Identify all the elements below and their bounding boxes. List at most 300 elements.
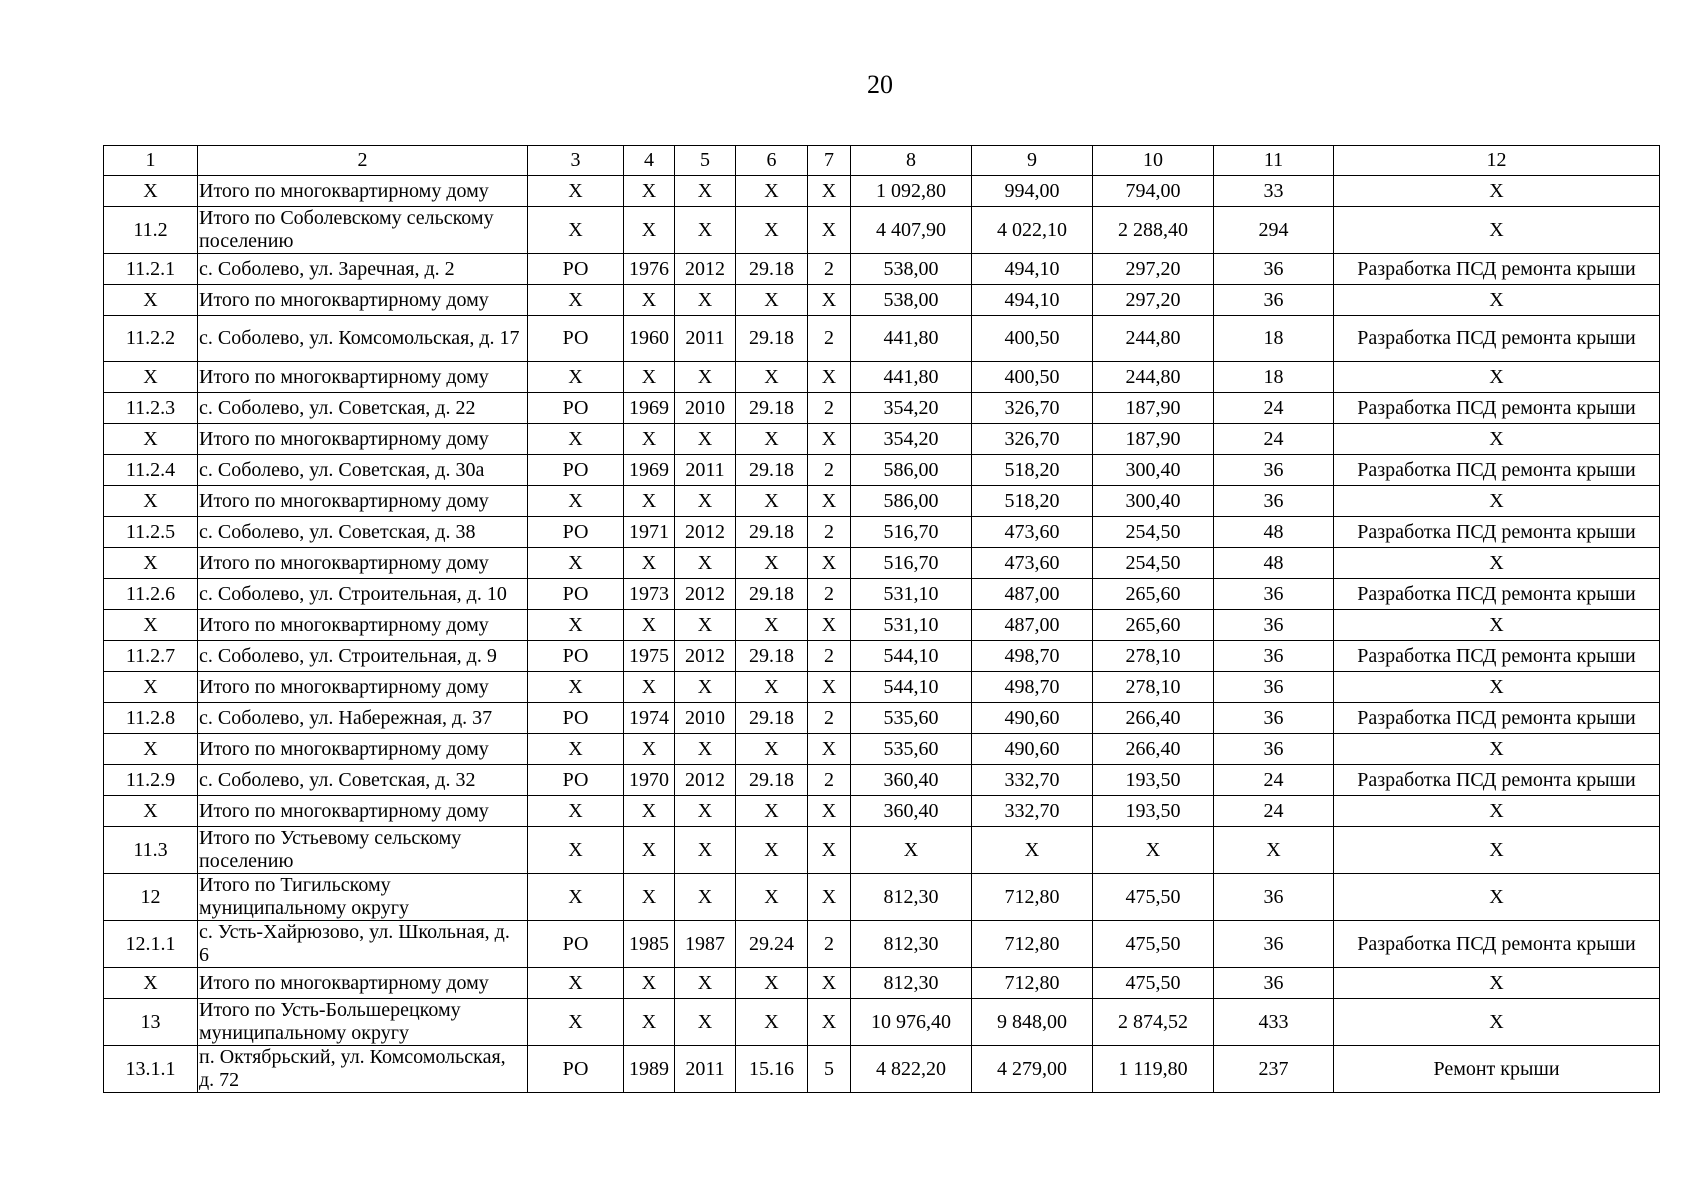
table-cell: 266,40 — [1093, 703, 1214, 734]
table-cell: X — [675, 176, 736, 207]
table-cell: X — [808, 968, 851, 999]
table-cell: 12.1.1 — [104, 921, 198, 968]
table-cell: X — [808, 999, 851, 1046]
table-cell: 2 — [808, 455, 851, 486]
table-cell: 297,20 — [1093, 254, 1214, 285]
table-cell: 1985 — [624, 921, 675, 968]
table-cell: Итого по многоквартирному дому — [198, 285, 528, 316]
table-cell: X — [528, 176, 624, 207]
table-cell: 29.18 — [736, 517, 808, 548]
table-row — [104, 176, 1660, 207]
table-cell: X — [736, 968, 808, 999]
header-cell: 10 — [1093, 146, 1214, 176]
table-row — [104, 285, 1660, 316]
table-cell: X — [736, 734, 808, 765]
table-cell: 516,70 — [851, 548, 972, 579]
table-cell: с. Соболево, ул. Строительная, д. 10 — [198, 579, 528, 610]
table-cell: 2012 — [675, 254, 736, 285]
table-cell: 400,50 — [972, 362, 1093, 393]
table-cell: Итого по многоквартирному дому — [198, 734, 528, 765]
table-cell: 29.18 — [736, 254, 808, 285]
table-cell: 1 119,80 — [1093, 1046, 1214, 1093]
table-cell: 1969 — [624, 455, 675, 486]
table-cell: 265,60 — [1093, 610, 1214, 641]
table-cell: X — [675, 610, 736, 641]
table-cell: X — [808, 734, 851, 765]
table-cell: 29.18 — [736, 579, 808, 610]
table-cell: 36 — [1214, 968, 1334, 999]
table-body — [104, 146, 1660, 1093]
table-cell: X — [1334, 424, 1660, 455]
table-cell: Итого по многоквартирному дому — [198, 362, 528, 393]
table-cell: 36 — [1214, 455, 1334, 486]
table-cell: 11.2.3 — [104, 393, 198, 424]
table-cell: с. Соболево, ул. Советская, д. 22 — [198, 393, 528, 424]
table-row — [104, 999, 1660, 1046]
table-cell: X — [624, 734, 675, 765]
table-cell: 586,00 — [851, 486, 972, 517]
table-cell: 812,30 — [851, 921, 972, 968]
table-row — [104, 254, 1660, 285]
table-cell: 11.2.2 — [104, 316, 198, 362]
table-cell: X — [808, 548, 851, 579]
table-row — [104, 610, 1660, 641]
table-cell: 354,20 — [851, 393, 972, 424]
table-row — [104, 207, 1660, 254]
table-cell: 11.2.4 — [104, 455, 198, 486]
table-cell: Разработка ПСД ремонта крыши — [1334, 393, 1660, 424]
table-cell: X — [1334, 874, 1660, 921]
table-cell: 266,40 — [1093, 734, 1214, 765]
header-cell: 3 — [528, 146, 624, 176]
table-cell: 36 — [1214, 641, 1334, 672]
table-cell: Итого по Соболевскому сельскому поселению — [198, 207, 528, 254]
table-cell: 11.2.7 — [104, 641, 198, 672]
table-cell: 1960 — [624, 316, 675, 362]
table-cell: 360,40 — [851, 765, 972, 796]
table-cell: 11.2 — [104, 207, 198, 254]
table-cell: X — [528, 874, 624, 921]
table-cell: 354,20 — [851, 424, 972, 455]
table-cell: 2 874,52 — [1093, 999, 1214, 1046]
table-cell: 490,60 — [972, 734, 1093, 765]
table-cell: 29.18 — [736, 765, 808, 796]
table-cell: 18 — [1214, 362, 1334, 393]
table-cell: 400,50 — [972, 316, 1093, 362]
table-cell: X — [808, 424, 851, 455]
table-cell: X — [528, 424, 624, 455]
header-cell: 4 — [624, 146, 675, 176]
table-cell: 297,20 — [1093, 285, 1214, 316]
table-cell: 2011 — [675, 455, 736, 486]
table-cell: 326,70 — [972, 424, 1093, 455]
table-cell: 531,10 — [851, 610, 972, 641]
table-cell: Итого по многоквартирному дому — [198, 610, 528, 641]
table-cell: 433 — [1214, 999, 1334, 1046]
table-cell: X — [624, 968, 675, 999]
table-cell: Итого по Тигильскому муниципальному округу — [198, 874, 528, 921]
table-cell: X — [1334, 176, 1660, 207]
table-cell: 11.2.5 — [104, 517, 198, 548]
table-cell: Итого по многоквартирному дому — [198, 486, 528, 517]
table-cell: X — [736, 486, 808, 517]
table-cell: Итого по многоквартирному дому — [198, 968, 528, 999]
table-cell: РО — [528, 1046, 624, 1093]
table-cell: 36 — [1214, 672, 1334, 703]
table-cell: 2 — [808, 579, 851, 610]
table-cell: РО — [528, 393, 624, 424]
table-cell: 29.18 — [736, 455, 808, 486]
table-cell: 2 — [808, 316, 851, 362]
table-cell: X — [675, 734, 736, 765]
table-cell: 24 — [1214, 765, 1334, 796]
table-cell: 48 — [1214, 517, 1334, 548]
table-row — [104, 703, 1660, 734]
table-cell: Итого по многоквартирному дому — [198, 424, 528, 455]
table-cell: X — [675, 424, 736, 455]
table-cell: 237 — [1214, 1046, 1334, 1093]
table-cell: X — [736, 362, 808, 393]
table-cell: 2 — [808, 254, 851, 285]
table-row — [104, 921, 1660, 968]
table-cell: 794,00 — [1093, 176, 1214, 207]
table-cell: 2 — [808, 703, 851, 734]
table-cell: РО — [528, 703, 624, 734]
table-cell: X — [528, 285, 624, 316]
table-cell: Разработка ПСД ремонта крыши — [1334, 641, 1660, 672]
table-cell: с. Соболево, ул. Набережная, д. 37 — [198, 703, 528, 734]
table-cell: 712,80 — [972, 968, 1093, 999]
table-cell: 1989 — [624, 1046, 675, 1093]
table-cell: Ремонт крыши — [1334, 1046, 1660, 1093]
table-cell: 535,60 — [851, 734, 972, 765]
header-cell: 5 — [675, 146, 736, 176]
table-cell: X — [808, 672, 851, 703]
table-row — [104, 765, 1660, 796]
table-cell: X — [808, 796, 851, 827]
table-cell: РО — [528, 579, 624, 610]
table-cell: 244,80 — [1093, 362, 1214, 393]
table-row — [104, 734, 1660, 765]
table-cell: X — [808, 486, 851, 517]
table-cell: X — [104, 176, 198, 207]
table-row — [104, 641, 1660, 672]
table-cell: X — [624, 285, 675, 316]
table-cell: 300,40 — [1093, 486, 1214, 517]
table-cell: X — [1334, 486, 1660, 517]
table-cell: 36 — [1214, 254, 1334, 285]
table-cell: X — [624, 424, 675, 455]
table-cell: 12 — [104, 874, 198, 921]
table-cell: 10 976,40 — [851, 999, 972, 1046]
table-cell: с. Усть-Хайрюзово, ул. Школьная, д. 6 — [198, 921, 528, 968]
table-cell: 1970 — [624, 765, 675, 796]
table-cell: X — [736, 176, 808, 207]
table-cell: 332,70 — [972, 765, 1093, 796]
table-cell: 36 — [1214, 610, 1334, 641]
table-cell: X — [104, 796, 198, 827]
table-row — [104, 455, 1660, 486]
table-cell: 29.18 — [736, 393, 808, 424]
table-cell: 13 — [104, 999, 198, 1046]
table-cell: 193,50 — [1093, 765, 1214, 796]
table-cell: 475,50 — [1093, 921, 1214, 968]
table-cell: X — [1334, 548, 1660, 579]
table-cell: Итого по многоквартирному дому — [198, 548, 528, 579]
table-cell: X — [675, 548, 736, 579]
table-cell: X — [736, 285, 808, 316]
table-cell: 11.2.1 — [104, 254, 198, 285]
table-cell: X — [736, 610, 808, 641]
table-cell: 498,70 — [972, 641, 1093, 672]
table-cell: 265,60 — [1093, 579, 1214, 610]
table-cell: РО — [528, 517, 624, 548]
header-cell: 11 — [1214, 146, 1334, 176]
table-cell: X — [624, 827, 675, 874]
table-cell: 1987 — [675, 921, 736, 968]
table-cell: X — [1334, 610, 1660, 641]
table-cell: 193,50 — [1093, 796, 1214, 827]
table-cell: X — [808, 285, 851, 316]
table-cell: 2012 — [675, 579, 736, 610]
table-cell: X — [675, 285, 736, 316]
table-cell: РО — [528, 641, 624, 672]
table-cell: X — [808, 362, 851, 393]
table-cell: 487,00 — [972, 610, 1093, 641]
table-cell: X — [624, 610, 675, 641]
table-cell: 1974 — [624, 703, 675, 734]
table-cell: X — [528, 362, 624, 393]
table-cell: X — [104, 486, 198, 517]
table-cell: 36 — [1214, 579, 1334, 610]
table-header-row — [104, 146, 1660, 176]
table-cell: X — [624, 548, 675, 579]
table-cell: с. Соболево, ул. Советская, д. 38 — [198, 517, 528, 548]
table-cell: X — [736, 874, 808, 921]
table-cell: 1975 — [624, 641, 675, 672]
table-row — [104, 486, 1660, 517]
table-cell: X — [1214, 827, 1334, 874]
table-cell: Итого по многоквартирному дому — [198, 672, 528, 703]
header-cell: 6 — [736, 146, 808, 176]
table-cell: X — [675, 827, 736, 874]
table-cell: X — [528, 827, 624, 874]
table-cell: X — [624, 796, 675, 827]
table-cell: п. Октябрьский, ул. Комсомольская, д. 72 — [198, 1046, 528, 1093]
table-cell: Разработка ПСД ремонта крыши — [1334, 316, 1660, 362]
table-cell: Разработка ПСД ремонта крыши — [1334, 455, 1660, 486]
table-cell: Разработка ПСД ремонта крыши — [1334, 921, 1660, 968]
table-cell: X — [736, 796, 808, 827]
table-cell: X — [675, 968, 736, 999]
table-cell: 2 — [808, 765, 851, 796]
table-cell: 278,10 — [1093, 672, 1214, 703]
table-cell: X — [1334, 207, 1660, 254]
table-cell: X — [624, 207, 675, 254]
table-cell: X — [528, 486, 624, 517]
table-cell: X — [736, 424, 808, 455]
table-cell: 475,50 — [1093, 874, 1214, 921]
table-cell: 2011 — [675, 316, 736, 362]
table-cell: 2011 — [675, 1046, 736, 1093]
table-cell: 2 288,40 — [1093, 207, 1214, 254]
table-cell: X — [624, 176, 675, 207]
table-cell: 294 — [1214, 207, 1334, 254]
table-cell: X — [528, 548, 624, 579]
table-cell: Разработка ПСД ремонта крыши — [1334, 765, 1660, 796]
table-cell: X — [528, 999, 624, 1046]
table-cell: 4 822,20 — [851, 1046, 972, 1093]
table-cell: 498,70 — [972, 672, 1093, 703]
table-cell: X — [104, 734, 198, 765]
table-cell: 516,70 — [851, 517, 972, 548]
table-cell: X — [1334, 796, 1660, 827]
table-cell: X — [808, 207, 851, 254]
table-cell: РО — [528, 765, 624, 796]
table-cell: 36 — [1214, 703, 1334, 734]
table-cell: 4 407,90 — [851, 207, 972, 254]
table-row — [104, 1046, 1660, 1093]
table-row — [104, 517, 1660, 548]
table-cell: X — [1334, 968, 1660, 999]
table-cell: 2010 — [675, 393, 736, 424]
table-cell: 36 — [1214, 921, 1334, 968]
table-cell: X — [104, 968, 198, 999]
table-cell: 29.18 — [736, 641, 808, 672]
table-cell: X — [104, 548, 198, 579]
table-cell: 24 — [1214, 424, 1334, 455]
table-cell: 544,10 — [851, 641, 972, 672]
table-cell: 326,70 — [972, 393, 1093, 424]
table-cell: 2012 — [675, 641, 736, 672]
table-row — [104, 579, 1660, 610]
table-cell: 812,30 — [851, 874, 972, 921]
table-cell: 538,00 — [851, 254, 972, 285]
table-cell: Разработка ПСД ремонта крыши — [1334, 517, 1660, 548]
repair-plan-table — [103, 145, 1660, 1093]
table-cell: X — [528, 968, 624, 999]
table-cell: X — [104, 610, 198, 641]
table-cell: X — [736, 999, 808, 1046]
table-cell: 586,00 — [851, 455, 972, 486]
table-cell: Разработка ПСД ремонта крыши — [1334, 254, 1660, 285]
header-cell: 12 — [1334, 146, 1660, 176]
table-cell: X — [528, 734, 624, 765]
table-row — [104, 424, 1660, 455]
table-row — [104, 968, 1660, 999]
table-cell: 494,10 — [972, 285, 1093, 316]
table-cell: 24 — [1214, 796, 1334, 827]
table-cell: 332,70 — [972, 796, 1093, 827]
table-cell: 2012 — [675, 517, 736, 548]
table-row — [104, 393, 1660, 424]
table-cell: Итого по многоквартирному дому — [198, 176, 528, 207]
table-cell: X — [736, 207, 808, 254]
table-cell: 9 848,00 — [972, 999, 1093, 1046]
table-cell: X — [675, 362, 736, 393]
table-row — [104, 796, 1660, 827]
table-cell: 518,20 — [972, 455, 1093, 486]
table-row — [104, 362, 1660, 393]
table-cell: 11.2.8 — [104, 703, 198, 734]
table-cell: X — [104, 672, 198, 703]
table-cell: 475,50 — [1093, 968, 1214, 999]
header-cell: 9 — [972, 146, 1093, 176]
table-cell: X — [972, 827, 1093, 874]
table-cell: РО — [528, 455, 624, 486]
table-cell: 300,40 — [1093, 455, 1214, 486]
table-cell: 254,50 — [1093, 517, 1214, 548]
table-cell: 18 — [1214, 316, 1334, 362]
table-cell: X — [624, 362, 675, 393]
table-cell: 33 — [1214, 176, 1334, 207]
table-cell: с. Соболево, ул. Советская, д. 30а — [198, 455, 528, 486]
table-cell: X — [528, 207, 624, 254]
table-cell: 535,60 — [851, 703, 972, 734]
table-cell: Разработка ПСД ремонта крыши — [1334, 579, 1660, 610]
table-cell: X — [1093, 827, 1214, 874]
table-cell: X — [675, 486, 736, 517]
table-cell: 13.1.1 — [104, 1046, 198, 1093]
table-cell: 36 — [1214, 874, 1334, 921]
table-cell: 29.18 — [736, 703, 808, 734]
table-cell: Итого по Устьевому сельскому поселению — [198, 827, 528, 874]
table-cell: 812,30 — [851, 968, 972, 999]
table-cell: 518,20 — [972, 486, 1093, 517]
table-cell: 48 — [1214, 548, 1334, 579]
table-cell: 994,00 — [972, 176, 1093, 207]
table-cell: X — [528, 796, 624, 827]
table-cell: 1969 — [624, 393, 675, 424]
table-cell: X — [1334, 285, 1660, 316]
header-cell: 7 — [808, 146, 851, 176]
table-cell: X — [624, 999, 675, 1046]
table-cell: 2 — [808, 921, 851, 968]
table-cell: X — [104, 285, 198, 316]
table-cell: 36 — [1214, 285, 1334, 316]
table-cell: X — [675, 672, 736, 703]
table-cell: РО — [528, 921, 624, 968]
table-cell: 11.2.6 — [104, 579, 198, 610]
page-number: 20 — [867, 70, 893, 99]
table-cell: 11.3 — [104, 827, 198, 874]
table-cell: 544,10 — [851, 672, 972, 703]
table-cell: 1976 — [624, 254, 675, 285]
table-cell: 538,00 — [851, 285, 972, 316]
table-cell: 187,90 — [1093, 424, 1214, 455]
table-cell: X — [1334, 734, 1660, 765]
table-row — [104, 827, 1660, 874]
table-cell: 187,90 — [1093, 393, 1214, 424]
table-cell: 244,80 — [1093, 316, 1214, 362]
table-cell: 15.16 — [736, 1046, 808, 1093]
table-cell: X — [1334, 672, 1660, 703]
table-cell: 441,80 — [851, 316, 972, 362]
header-cell: 1 — [104, 146, 198, 176]
table-row — [104, 874, 1660, 921]
table-cell: 24 — [1214, 393, 1334, 424]
table-cell: X — [675, 207, 736, 254]
table-cell: 487,00 — [972, 579, 1093, 610]
table-cell: 531,10 — [851, 579, 972, 610]
table-row — [104, 316, 1660, 362]
table-cell: с. Соболево, ул. Строительная, д. 9 — [198, 641, 528, 672]
table-cell: X — [808, 874, 851, 921]
table-cell: 490,60 — [972, 703, 1093, 734]
table-cell: X — [736, 672, 808, 703]
table-cell: Итого по Усть-Большерецкому муниципальному округу — [198, 999, 528, 1046]
table-cell: X — [808, 176, 851, 207]
